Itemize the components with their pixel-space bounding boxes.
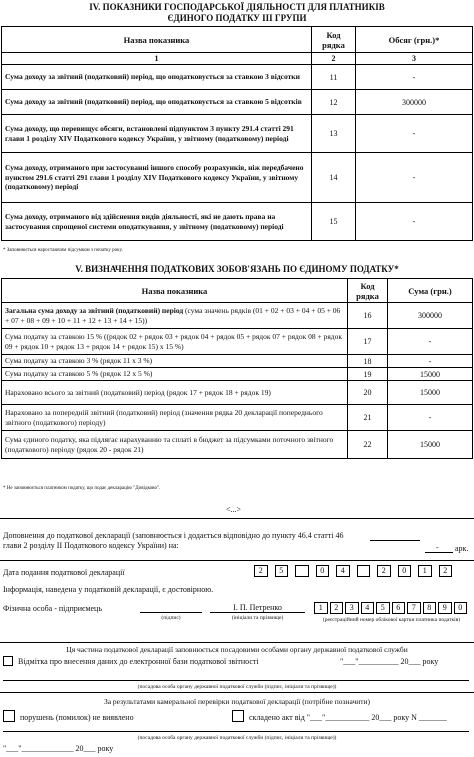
table-row (2, 431, 473, 459)
row-code: 18 (348, 355, 388, 368)
row-name: Сума доходу, отриманого при застосуванні іншого способу розрахунків, ніж передбачено пунктом 291.6 статті 291 глави 1 розділу XIV Податкового кодексу України, у звітному (податковому) періоді (2, 153, 312, 203)
section5-footnote: * Не заповнюється платником податку, що подає декларацію "Довідково". (3, 486, 161, 491)
signature-caption: (підпис) (161, 615, 181, 621)
table-row (2, 405, 473, 431)
row-name: Сума доходу за звітний (податковий) період, що оподатковується за ставкою 3 відсотки (2, 65, 312, 90)
row-name: Сума доходу, що перевищує обсяги, встановлені підпунктом 3 пункту 291.4 статті 291 глави 1 розділу XIV Податкового кодексу України, у звітному (податковому) періоді (2, 115, 312, 153)
date-digit-box[interactable]: 2 (439, 565, 453, 577)
date-digit-box[interactable]: 0 (398, 565, 412, 577)
section4-title-line1: IV. ПОКАЗНИКИ ГОСПОДАРСЬКОЇ ДІЯЛЬНОСТІ ДЛЯ ПЛАТНИКІВ (89, 2, 385, 12)
section4-col-name: Назва показника (2, 27, 312, 53)
no-violation-checkbox[interactable] (3, 710, 15, 722)
row-name: Сума податку за ставкою 15 % ((рядок 02 + рядок 03 + рядок 04 + рядок 05 + рядок 07 + рядок 08 + рядок 09 + рядок 10 + рядок 13 + рядок 14 + рядок 15) х 15 %) (2, 329, 348, 355)
row-value: 15000 (388, 431, 473, 459)
office-title: Ця частина податкової декларації заповнюється посадовими особами органу державної податкової служби (66, 645, 408, 654)
divider (0, 518, 474, 519)
row-name-bold: Загальна сума доходу за звітний (податковий) період (5, 306, 184, 315)
table-row (2, 153, 473, 203)
code-digit-box[interactable]: 8 (423, 602, 437, 614)
act-label: складено акт від "___"___________ 20___ року N _______ (249, 713, 447, 722)
section4-num1: 1 (2, 53, 312, 65)
mark-checkbox[interactable] (3, 656, 13, 666)
row-name: Нараховано за попередній звітний (податковий) період (значення рядка 20 декларації попереднього звітного (податкового) періоду) (2, 405, 348, 431)
table-row (2, 381, 473, 405)
row-value: - (388, 329, 473, 355)
section4-title-line2: ЄДИНОГО ПОДАТКУ ІІІ ГРУПИ (167, 13, 307, 23)
office-official-line (3, 680, 469, 681)
row-name: Сума доходу за звітний (податковий) період, що оподатковується за ставкою 5 відсотків (2, 90, 312, 115)
row-code: 15 (312, 203, 356, 241)
row-code: 16 (348, 303, 388, 329)
divider (0, 560, 474, 561)
section4-table (1, 26, 473, 241)
row-code: 21 (348, 405, 388, 431)
date-digit-box[interactable]: 2 (254, 565, 268, 577)
person-name: І. П. Петренко (233, 603, 282, 612)
row-code: 11 (312, 65, 356, 90)
code-digit-box[interactable]: 2 (330, 602, 344, 614)
row-code: 14 (312, 153, 356, 203)
code-digit-box[interactable]: 7 (407, 602, 421, 614)
row-code: 19 (348, 368, 388, 381)
date-digit-box[interactable] (357, 565, 371, 577)
date-digit-box[interactable]: 1 (418, 565, 432, 577)
row-name: Сума єдиного податку, яка підлягає нарахуванню та сплаті в бюджет за підсумками поточного звітного (податкового) періоду (рядок 20 - рядок 21) (2, 431, 348, 459)
table-row (2, 90, 473, 115)
addendum-dash: - (436, 543, 439, 552)
bottom-date: "___"_____________ 20___ року (3, 744, 114, 753)
row-value: 300000 (356, 90, 473, 115)
addendum-unit: арк. (455, 544, 469, 553)
submission-date-label: Дата подання податкової декларації (3, 568, 125, 577)
date-digit-box[interactable] (295, 565, 309, 577)
table-row (2, 65, 473, 90)
no-violation-label: порушень (помилок) не виявлено (20, 713, 134, 722)
date-digit-box[interactable]: 2 (377, 565, 391, 577)
row-code: 20 (348, 381, 388, 405)
date-digit-box[interactable]: 0 (316, 565, 330, 577)
table-row (2, 203, 473, 241)
office-mark-date: "___"__________ 20___ року (340, 657, 439, 666)
code-digit-box[interactable]: 3 (345, 602, 359, 614)
office-official-caption: (посадова особа органу державної податкової служби (підпис, ініціали та прізвище)) (137, 684, 337, 690)
ellipsis: <...> (226, 505, 242, 514)
section5-table (1, 278, 473, 459)
row-value: 300000 (388, 303, 473, 329)
section5-col-sum: Сума (грн.) (388, 279, 473, 303)
code-digit-box[interactable]: 1 (314, 602, 328, 614)
row-code: 17 (348, 329, 388, 355)
section4-num3: 3 (356, 53, 473, 65)
section4-num2: 2 (312, 53, 356, 65)
row-value: - (388, 355, 473, 368)
certify-text: Інформація, наведена у податковій декларації, є достовірною. (3, 585, 214, 594)
row-name (2, 303, 348, 329)
row-code: 22 (348, 431, 388, 459)
section5-col-name: Назва показника (2, 279, 348, 303)
review-official-line (3, 731, 469, 732)
code-digit-box[interactable]: 4 (361, 602, 375, 614)
row-code: 13 (312, 115, 356, 153)
row-value: - (388, 405, 473, 431)
office-mark-label: Відмітка про внесення даних до електронної бази податкової звітності (18, 657, 259, 666)
row-name: Сума податку за ставкою 5 % (рядок 12 х 5 %) (2, 368, 348, 381)
row-value: - (356, 115, 473, 153)
code-digit-box[interactable]: 9 (438, 602, 452, 614)
person-name-line (210, 612, 305, 613)
divider (0, 642, 474, 643)
table-row (2, 303, 473, 329)
addendum-line-2 (425, 552, 453, 553)
act-checkbox[interactable] (232, 710, 244, 722)
row-value: - (356, 153, 473, 203)
review-title: За результатами камеральної перевірки податкової декларації (потрібне позначити) (103, 697, 371, 706)
row-value: - (356, 203, 473, 241)
row-value: 15000 (388, 381, 473, 405)
taxpayer-code-caption: (реєстраційний номер облікової картки платника податків) (322, 617, 461, 623)
row-name-rest: (сума значень рядків (01 + 02 + 03 + 04 + 05 + 06 + 07 + 08 + 09 + 10 + 11 + 12 + 13 + 14 + 15)) (5, 306, 341, 325)
section4-col-code: Код рядка (312, 27, 356, 53)
person-label: Фізична особа - підприємець (3, 604, 102, 613)
date-digit-box[interactable]: 4 (336, 565, 350, 577)
signature-line[interactable] (140, 612, 202, 613)
row-code: 12 (312, 90, 356, 115)
section4-footnote: * Заповнюється наростаючим підсумком з початку року. (3, 248, 123, 253)
section4-col-volume: Обсяг (грн.)* (356, 27, 473, 53)
addendum-line-1 (370, 540, 420, 541)
person-name-caption: (ініціали та прізвище) (231, 615, 284, 621)
code-digit-box[interactable]: 0 (454, 602, 468, 614)
date-digit-box[interactable]: 5 (275, 565, 289, 577)
code-digit-box[interactable]: 6 (392, 602, 406, 614)
section5-col-code: Код рядка (348, 279, 388, 303)
table-row (2, 115, 473, 153)
row-value: 15000 (388, 368, 473, 381)
addendum-text: Доповнення до податкової декларації (заповнюється і додається відповідно до пункту 46.4 статті 46 глави 2 розділу ІІ Податкового кодексу України) на: (3, 531, 344, 550)
divider (0, 692, 474, 693)
row-value: - (356, 65, 473, 90)
table-row (2, 329, 473, 355)
table-row (2, 355, 473, 368)
row-name: Нараховано всього за звітний (податковий) період (рядок 17 + рядок 18 + рядок 19) (2, 381, 348, 405)
table-row (2, 368, 473, 381)
row-name: Сума податку за ставкою 3 % (рядок 11 х 3 %) (2, 355, 348, 368)
row-name: Сума доходу, отриманого від здійснення видів діяльності, які не дають права на застосування спрощеної системи оподаткування, у звітному (податковому) періоді (2, 203, 312, 241)
code-digit-box[interactable]: 5 (376, 602, 390, 614)
section5-title: V. ВИЗНАЧЕННЯ ПОДАТКОВИХ ЗОБОВ'ЯЗАНЬ ПО ЄДИНОМУ ПОДАТКУ* (75, 264, 399, 274)
review-official-caption: (посадова особа органу державної податкової служби (підпис, ініціали та прізвище)) (137, 735, 337, 741)
